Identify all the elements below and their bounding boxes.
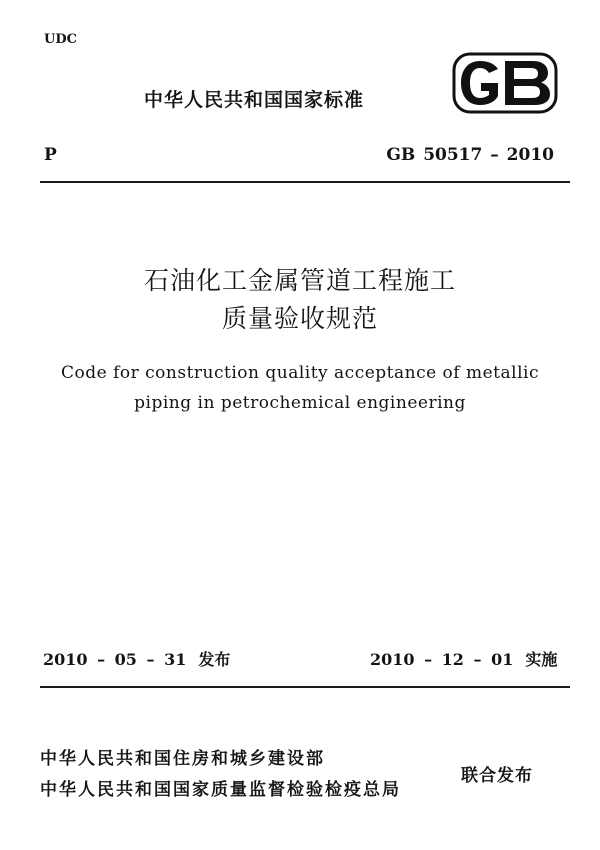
english-title-line-1: Code for construction quality acceptance of metallic	[61, 363, 539, 383]
issue-label: 发布	[198, 650, 231, 669]
issue-date: 2010 – 05 – 31	[43, 650, 187, 669]
chinese-title-line-2: 质量验收规范	[221, 304, 378, 333]
issue-date-block	[43, 647, 230, 670]
top-divider	[40, 181, 570, 183]
bottom-divider	[40, 686, 570, 688]
issuing-authorities	[40, 744, 401, 806]
implementation-date-block	[370, 647, 557, 670]
issuer-quality-inspection: 中华人民共和国国家质量监督检验检疫总局	[40, 780, 401, 800]
english-title	[0, 358, 600, 418]
gb-logo	[452, 52, 558, 114]
implementation-label: 实施	[525, 650, 558, 669]
chinese-title-line-1: 石油化工金属管道工程施工	[143, 266, 456, 295]
issuer-ministry-housing: 中华人民共和国住房和城乡建设部	[40, 749, 325, 769]
standard-type-title: 中华人民共和国国家标准	[144, 89, 365, 111]
implementation-date: 2010 – 12 – 01	[370, 650, 514, 669]
udc-label: UDC	[44, 32, 77, 47]
joint-issue-label: 联合发布	[461, 766, 533, 786]
chinese-title	[0, 262, 600, 338]
standard-number: GB 50517 – 2010	[386, 145, 554, 165]
category-code: P	[44, 145, 57, 165]
english-title-line-2: piping in petrochemical engineering	[134, 393, 466, 413]
